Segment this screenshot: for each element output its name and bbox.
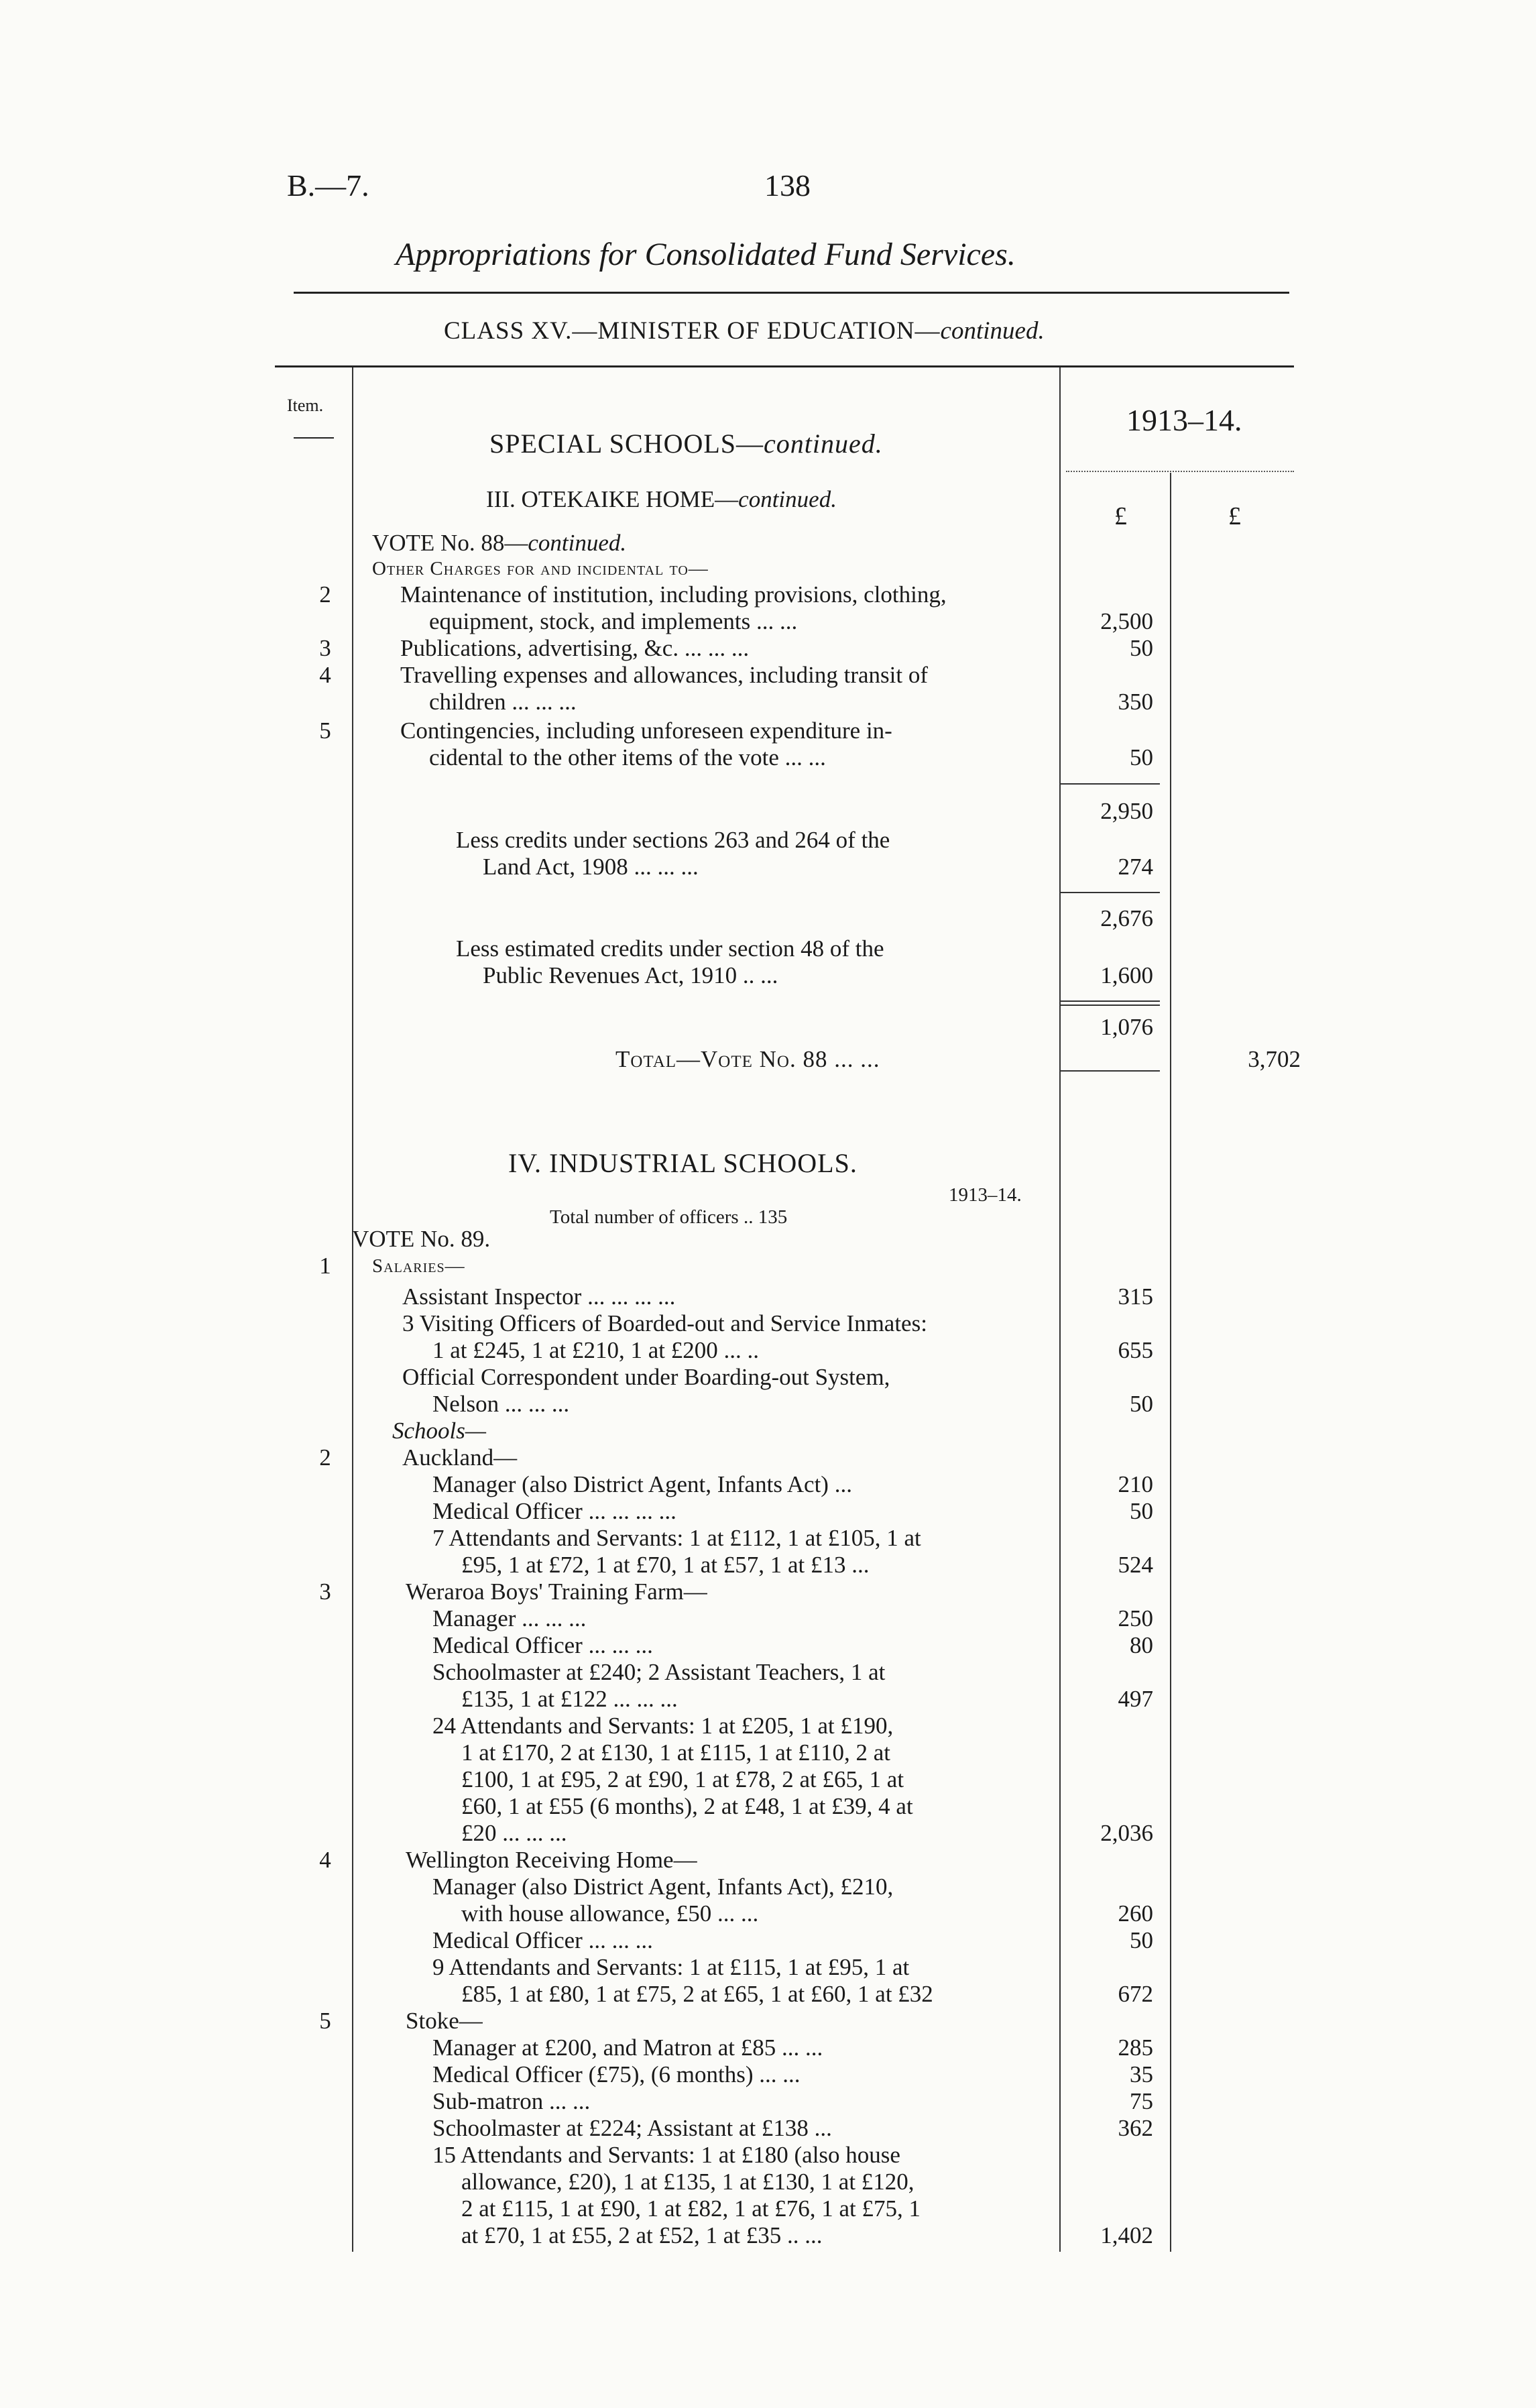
table-row: £60, 1 at £55 (6 months), 2 at £48, 1 at £39, 4 at bbox=[461, 1793, 913, 1819]
table-row: Manager (also District Agent, Infants Act), £210, bbox=[432, 1874, 894, 1900]
table-row: Medical Officer (£75), (6 months) ... ... 35 bbox=[432, 2061, 1153, 2087]
table-row: £85, 1 at £80, 1 at £75, 2 at £65, 1 at £60, 1 at £32 672 bbox=[461, 1981, 1153, 2007]
year-column-header: 1913–14. bbox=[1126, 403, 1242, 437]
table-row: 3 Visiting Officers of Boarded-out and Service Inmates: bbox=[402, 1310, 927, 1336]
table-row: 5 Contingencies, including unforeseen expenditure in- bbox=[319, 718, 892, 744]
table-row: £20 ... ... ... 2,036 bbox=[461, 1820, 1153, 1846]
item-column-header: Item. bbox=[287, 396, 324, 415]
table-row: 3 Publications, advertising, &c. ... ... ... 50 bbox=[319, 635, 1153, 661]
table-row: £135, 1 at £122 ... ... ... 497 bbox=[461, 1686, 1153, 1712]
table-row: 1 at £170, 2 at £130, 1 at £115, 1 at £110, 2 at bbox=[461, 1739, 890, 1766]
table-row: Medical Officer ... ... ... 80 bbox=[432, 1632, 1153, 1658]
table-row: 3 Weraroa Boys' Training Farm— bbox=[319, 1579, 707, 1605]
title-rule bbox=[294, 292, 1289, 294]
table-row: 2 Maintenance of institution, including provisions, clothing, bbox=[319, 581, 947, 608]
table-row: Medical Officer ... ... ... 50 bbox=[432, 1927, 1153, 1953]
table-row: 24 Attendants and Servants: 1 at £205, 1 at £190, bbox=[432, 1713, 894, 1739]
subtotal-rule bbox=[1059, 1000, 1160, 1002]
subtotal-row: 2,950 bbox=[1100, 798, 1153, 824]
table-row: 7 Attendants and Servants: 1 at £112, 1 at £105, 1 at bbox=[432, 1525, 921, 1551]
table-row: 2 Auckland— bbox=[319, 1444, 518, 1471]
officers-count-row: Total number of officers .. 135 bbox=[550, 1206, 788, 1228]
charges-heading: Other Charges for and incidental to— bbox=[372, 558, 709, 579]
table-row: Manager (also District Agent, Infants Act) ... 210 bbox=[432, 1471, 1153, 1497]
table-row: Manager ... ... ... 250 bbox=[432, 1605, 1153, 1631]
table-row: children ... ... ... 350 bbox=[429, 689, 1153, 715]
subsection-heading-otekaike: III. OTEKAIKE HOME—continued. bbox=[486, 486, 837, 512]
table-row: Schoolmaster at £224; Assistant at £138 ... 362 bbox=[432, 2115, 1153, 2141]
table-top-rule bbox=[275, 365, 1294, 367]
pound-sign-column-1: £ bbox=[1114, 502, 1127, 530]
table-row: allowance, £20), 1 at £135, 1 at £130, 1 at £120, bbox=[461, 2169, 914, 2195]
table-row: Less credits under sections 263 and 264 of the bbox=[456, 827, 890, 853]
class-heading: CLASS XV.—MINISTER OF EDUCATION—continued. bbox=[444, 317, 1045, 345]
table-row: Manager at £200, and Matron at £85 ... ... 285 bbox=[432, 2034, 1153, 2061]
table-row: with house allowance, £50 ... ... 260 bbox=[461, 1900, 1153, 1927]
table-row: equipment, stock, and implements ... ... 2,500 bbox=[429, 608, 1153, 634]
year-header-rule bbox=[1066, 471, 1294, 472]
page-title: Appropriations for Consolidated Fund Services. bbox=[396, 237, 1016, 272]
table-row: Nelson ... ... ... 50 bbox=[432, 1391, 1153, 1417]
table-row: 1 at £245, 1 at £210, 1 at £200 ... .. 655 bbox=[432, 1337, 1153, 1363]
table-row: Sub-matron ... ... 75 bbox=[432, 2088, 1153, 2114]
pound-sign-column-2: £ bbox=[1228, 502, 1241, 530]
vote-total-row: Total—Vote No. 88 ... ... 3,702 bbox=[615, 1046, 1301, 1072]
table-row: 2 at £115, 1 at £90, 1 at £82, 1 at £76, 1 at £75, 1 bbox=[461, 2195, 921, 2222]
table-row: Official Correspondent under Boarding-out System, bbox=[402, 1364, 890, 1390]
table-row: Schoolmaster at £240; 2 Assistant Teachers, 1 at bbox=[432, 1659, 886, 1685]
document-reference: B.—7. bbox=[287, 168, 369, 203]
subtotal-rule bbox=[1059, 783, 1160, 785]
table-row: £95, 1 at £72, 1 at £70, 1 at £57, 1 at £13 ... 524 bbox=[461, 1552, 1153, 1578]
subtotal-rule bbox=[1059, 892, 1160, 893]
vote-heading: VOTE No. 88—continued. bbox=[372, 530, 627, 556]
table-row: 4 Wellington Receiving Home— bbox=[319, 1847, 697, 1873]
table-row: 15 Attendants and Servants: 1 at £180 (also house bbox=[432, 2142, 900, 2168]
page-number: 138 bbox=[764, 168, 811, 203]
table-row: 5 Stoke— bbox=[319, 2008, 483, 2034]
table-row: Medical Officer ... ... ... ... 50 bbox=[432, 1498, 1153, 1524]
table-row: Assistant Inspector ... ... ... ... 315 bbox=[402, 1283, 1153, 1310]
total-rule bbox=[1059, 1070, 1160, 1072]
table-row: £100, 1 at £95, 2 at £90, 1 at £78, 2 at £65, 1 at bbox=[461, 1766, 904, 1792]
vote-heading: VOTE No. 89. bbox=[352, 1226, 491, 1252]
table-row: 9 Attendants and Servants: 1 at £115, 1 at £95, 1 at bbox=[432, 1954, 910, 1980]
table-row: 1 Salaries— bbox=[319, 1253, 465, 1279]
subtotal-row: 1,076 bbox=[1100, 1014, 1153, 1040]
section-heading-special-schools: SPECIAL SCHOOLS—continued. bbox=[489, 428, 883, 459]
table-row: cidental to the other items of the vote ... ... 50 bbox=[429, 744, 1153, 770]
table-row: Public Revenues Act, 1910 .. ... 1,600 bbox=[483, 962, 1153, 988]
table-row: Schools— bbox=[392, 1418, 486, 1444]
table-row: at £70, 1 at £55, 2 at £52, 1 at £35 .. ... 1,402 bbox=[461, 2222, 1153, 2248]
table-row: Less estimated credits under section 48 of the bbox=[456, 935, 884, 962]
table-row: Land Act, 1908 ... ... ... 274 bbox=[483, 854, 1153, 880]
subtotal-row: 2,676 bbox=[1100, 905, 1153, 931]
subtotal-rule bbox=[1059, 1005, 1160, 1006]
table-row: 4 Travelling expenses and allowances, including transit of bbox=[319, 662, 929, 688]
subsection-heading-industrial-schools: IV. INDUSTRIAL SCHOOLS. bbox=[508, 1148, 858, 1178]
officers-year-header: 1913–14. bbox=[949, 1184, 1022, 1206]
